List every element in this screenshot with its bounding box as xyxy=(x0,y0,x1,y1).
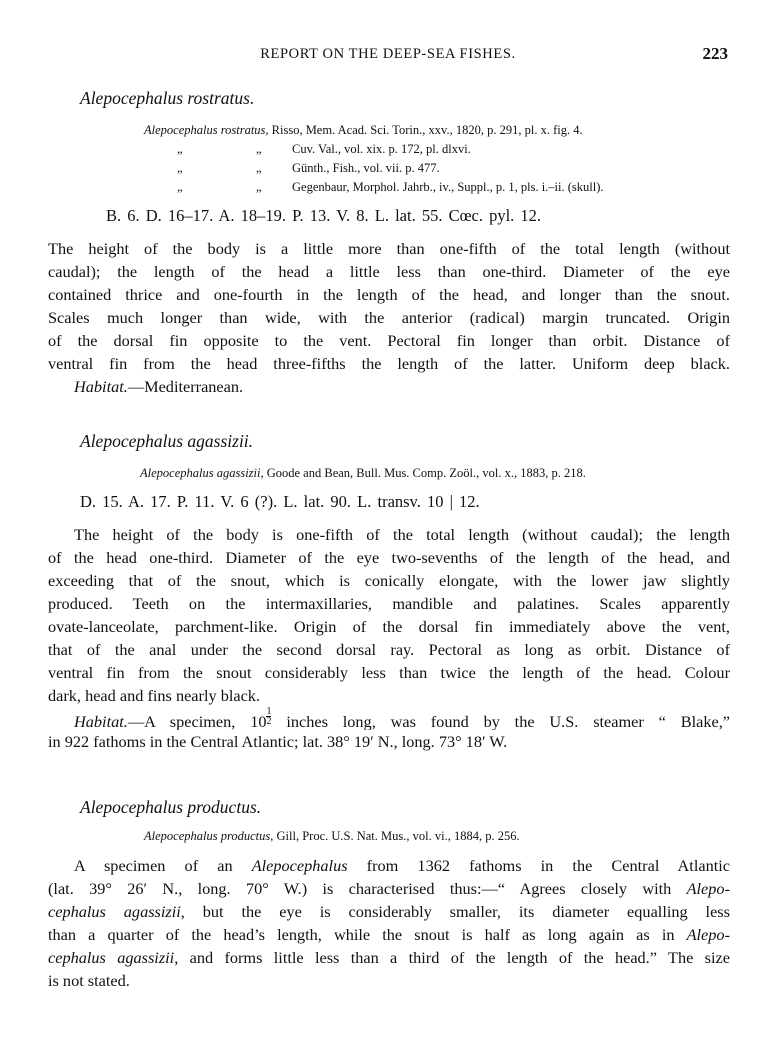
description-paragraph xyxy=(48,854,730,992)
description-paragraph xyxy=(48,523,730,753)
fin-formula: D. 15. A. 17. P. 11. V. 6 (?). L. lat. 90. L. transv. 10 | 12. xyxy=(80,492,480,511)
text-line xyxy=(48,900,730,923)
species-name: Alepo- xyxy=(686,879,730,898)
reference-line xyxy=(144,829,520,844)
text-line xyxy=(48,946,730,969)
fraction-denominator: 2 xyxy=(266,716,272,727)
header-title: REPORT ON THE DEEP-SEA FISHES. xyxy=(260,46,516,62)
reference-text: Gegenbaur, Morphol. Jahrb., iv., Suppl., p. 1, pls. i.–ii. (skull). xyxy=(292,180,604,194)
fraction-numerator: 1 xyxy=(266,707,272,717)
text-line: produced. Teeth on the intermaxillaries, mandible and palatines. Scales apparently xyxy=(48,594,730,613)
description-paragraph xyxy=(48,237,730,398)
text-line: that of the anal under the second dorsal ray. Pectoral as long as orbit. Distance of xyxy=(48,640,730,659)
text-line: The height of the body is one-fifth of the total length (without caudal); the length xyxy=(74,525,730,544)
habitat-text: —Mediterranean. xyxy=(127,377,244,396)
text-line: exceeding that of the snout, which is conically elongate, with the lower jaw slightly xyxy=(48,571,730,590)
reference-text: Cuv. Val., vol. xix. p. 172, pl. dlxvi. xyxy=(292,142,471,156)
reference-lead: Alepocephalus agassizii, xyxy=(140,466,264,480)
reference-lead: Alepocephalus rostratus, xyxy=(144,123,269,137)
ditto-mark: „ xyxy=(256,161,262,175)
reference-text: Risso, Mem. Acad. Sci. Torin., xxv., 1820, p. 291, pl. x. fig. 4. xyxy=(271,123,583,137)
habitat-line xyxy=(48,375,730,398)
ditto-mark: „ xyxy=(256,142,262,156)
ditto-mark: „ xyxy=(177,142,183,156)
habitat-label: Habitat. xyxy=(74,712,128,730)
reference-line xyxy=(144,123,583,138)
ditto-mark: „ xyxy=(256,180,262,194)
text-run: A specimen of an xyxy=(74,856,252,875)
text-line xyxy=(48,877,730,900)
text-line: contained thrice and one-fourth in the length of the head, and longer than the snout. xyxy=(48,285,730,304)
reference-text: Gill, Proc. U.S. Nat. Mus., vol. vi., 1884, p. 256. xyxy=(276,829,520,843)
habitat-line: in 922 fathoms in the Central Atlantic; lat. 38° 19′ N., long. 73° 18′ W. xyxy=(48,732,508,751)
habitat-label: Habitat. xyxy=(74,377,128,396)
species-name: Alepo- xyxy=(686,925,730,944)
habitat-text: inches long, was found by the U.S. steamer “ Blake,” xyxy=(271,712,730,730)
reference-lead: Alepocephalus productus, xyxy=(144,829,274,843)
text-line: Scales much longer than wide, with the anterior (radical) margin truncated. Origin xyxy=(48,308,730,327)
reference-text: Goode and Bean, Bull. Mus. Comp. Zoöl., vol. x., 1883, p. 218. xyxy=(266,466,586,480)
text-line: caudal); the length of the head a little less than one-third. Diameter of the eye xyxy=(48,262,730,281)
fin-formula: B. 6. D. 16–17. A. 18–19. P. 13. V. 8. L. lat. 55. Cœc. pyl. 12. xyxy=(106,206,542,225)
habitat-line xyxy=(48,707,730,730)
text-run: than a quarter of the head’s length, while the snout is half as long again as in xyxy=(48,925,687,944)
reference-text: Günth., Fish., vol. vii. p. 477. xyxy=(292,161,440,175)
text-run: but the eye is considerably smaller, its diameter equalling less xyxy=(184,902,730,921)
species-name: cephalus agassizii, xyxy=(48,902,185,921)
text-run: from 1362 fathoms in the Central Atlantic xyxy=(347,856,730,875)
species-heading-agassizii: Alepocephalus agassizii. xyxy=(80,431,254,451)
reference-line xyxy=(140,466,586,481)
text-line: The height of the body is a little more than one-fifth of the total length (without xyxy=(48,239,730,258)
text-line: ventral fin from the snout considerably less than twice the length of the head. Colour xyxy=(48,663,730,682)
text-line: of the dorsal fin opposite to the vent. Pectoral fin longer than orbit. Distance of xyxy=(48,331,730,350)
species-heading-productus: Alepocephalus productus. xyxy=(80,797,262,817)
ditto-mark: „ xyxy=(177,161,183,175)
text-line: ventral fin from the head three-fifths the length of the latter. Uniform deep black. xyxy=(48,354,730,373)
text-line: is not stated. xyxy=(48,971,130,990)
running-header xyxy=(48,44,728,68)
ditto-mark: „ xyxy=(177,180,183,194)
text-line: ovate-lanceolate, parchment-like. Origin of the dorsal fin immediately above the vent, xyxy=(48,617,730,636)
text-run: (lat. 39° 26′ N., long. 70° W.) is characterised thus:—“ Agrees closely with xyxy=(48,879,687,898)
genus-name: Alepocephalus xyxy=(251,856,348,875)
text-line: of the head one-third. Diameter of the eye two-sevenths of the length of the head, and xyxy=(48,548,730,567)
species-name: cephalus agassizii, xyxy=(48,948,179,967)
page-number: 223 xyxy=(702,44,728,63)
text-line: dark, head and fins nearly black. xyxy=(48,686,261,705)
text-run: and forms little less than a third of the length of the head.” The size xyxy=(178,948,730,967)
text-line xyxy=(48,854,730,877)
text-line xyxy=(48,923,730,946)
species-heading-rostratus: Alepocephalus rostratus. xyxy=(80,88,255,108)
habitat-text: —A specimen, 10 xyxy=(127,712,267,730)
